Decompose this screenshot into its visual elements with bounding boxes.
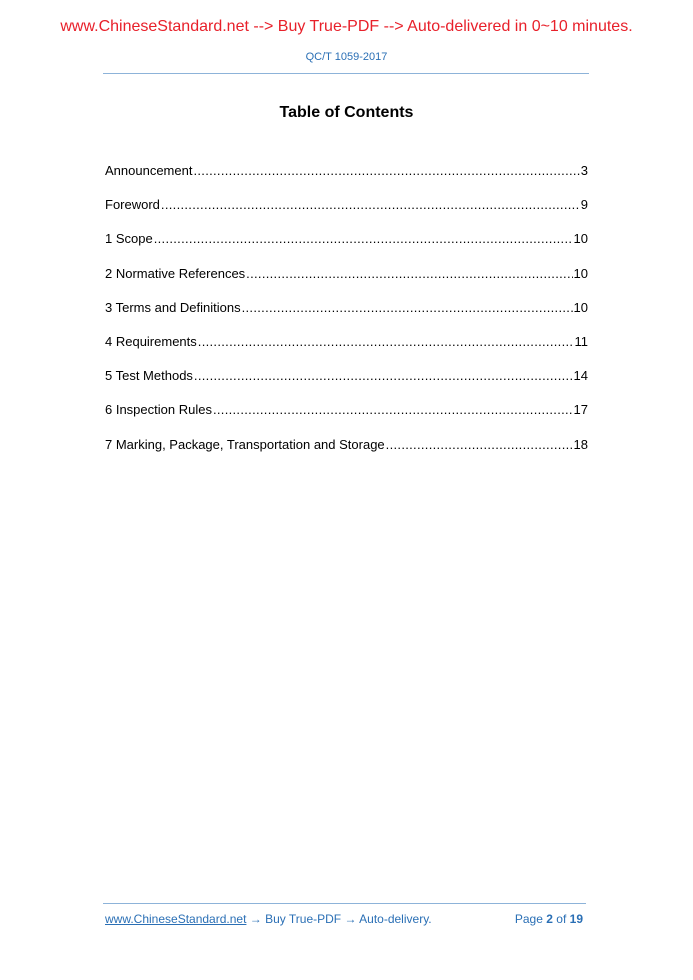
toc-entry-scope[interactable] xyxy=(105,230,588,264)
toc-entry-label: 2 Normative References xyxy=(105,265,246,281)
toc-entry-page: 3 xyxy=(580,163,588,178)
toc-entry-label: 6 Inspection Rules xyxy=(105,402,212,418)
toc-entry-label: Foreword xyxy=(105,197,160,213)
toc-dot-leader xyxy=(161,196,580,214)
total-page-count: 19 xyxy=(569,912,583,926)
toc-entry-foreword[interactable] xyxy=(105,196,588,230)
page-number xyxy=(515,912,583,926)
arrow-right-icon: → xyxy=(344,912,357,926)
document-code: QC/T 1059-2017 xyxy=(305,51,388,63)
toc-dot-leader xyxy=(246,265,572,283)
toc-entry-normative-references[interactable] xyxy=(105,265,588,299)
toc-entry-page: 10 xyxy=(573,265,588,281)
toc-dot-leader xyxy=(193,162,579,180)
footer-delivery-text: Auto-delivery. xyxy=(359,912,432,926)
toc-entry-label: 7 Marking, Package, Transportation and Storage xyxy=(105,436,385,452)
toc-entry-announcement[interactable] xyxy=(105,162,588,196)
toc-entry-page: 17 xyxy=(573,402,588,418)
toc-entry-page: 14 xyxy=(573,368,588,384)
toc-entry-page: 10 xyxy=(573,299,588,315)
toc-entry-requirements[interactable] xyxy=(105,333,588,367)
toc-entry-inspection-rules[interactable] xyxy=(105,401,588,435)
toc-entry-page: 10 xyxy=(573,231,588,247)
toc-dot-leader xyxy=(213,401,573,419)
footer-divider xyxy=(103,903,586,904)
toc-entry-marking-package-transportation-storage[interactable] xyxy=(105,436,588,470)
toc-entry-page: 11 xyxy=(574,333,588,349)
page-footer xyxy=(105,912,585,928)
footer-promo xyxy=(105,912,432,926)
of-word: of xyxy=(556,912,567,926)
footer-buy-text: Buy True-PDF xyxy=(265,912,342,926)
toc-entry-terms-and-definitions[interactable] xyxy=(105,299,588,333)
toc-dot-leader xyxy=(198,333,574,351)
toc-entry-page: 18 xyxy=(573,436,588,452)
header-divider xyxy=(103,73,589,74)
toc-entry-label: 5 Test Methods xyxy=(105,368,193,384)
toc-entry-label: Announcement xyxy=(105,163,193,178)
page-word: Page xyxy=(514,912,543,926)
arrow-right-icon: → xyxy=(249,912,262,926)
current-page-number: 2 xyxy=(546,912,553,926)
toc-entry-page: 9 xyxy=(580,197,588,213)
toc-dot-leader xyxy=(242,299,573,317)
toc-entry-test-methods[interactable] xyxy=(105,367,588,401)
toc-dot-leader xyxy=(386,436,573,454)
toc-list xyxy=(105,162,588,470)
toc-dot-leader xyxy=(194,367,573,385)
page-title: Table of Contents xyxy=(279,104,414,121)
toc-entry-label: 1 Scope xyxy=(105,231,153,247)
toc-entry-label: 3 Terms and Definitions xyxy=(105,299,241,315)
toc-entry-label: 4 Requirements xyxy=(105,333,197,349)
website-link[interactable]: www.ChineseStandard.net xyxy=(105,912,247,926)
toc-dot-leader xyxy=(154,230,573,248)
promo-banner[interactable]: www.ChineseStandard.net --> Buy True-PDF --> Auto-delivered in 0~10 minutes. xyxy=(60,18,633,35)
